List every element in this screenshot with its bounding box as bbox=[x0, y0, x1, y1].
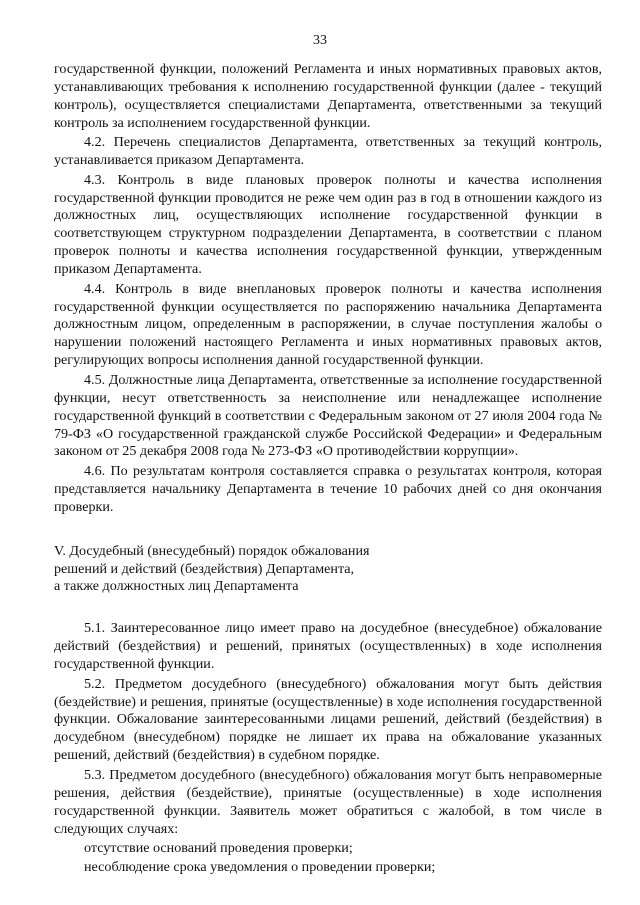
paragraph-4-4: 4.4. Контроль в виде внеплановых проверок полноты и качества исполнения государственной функции осуществляется по распоряжению начальника Департамента должностным лицом, определенным в распоряжении, в случае поступления жалобы о нарушении положений настоящего Регламента и иных нормативных правовых актов, регулирующих вопросы исполнения данной государственной функции. bbox=[54, 280, 602, 369]
paragraph-5-1: 5.1. Заинтересованное лицо имеет право на досудебное (внесудебное) обжалование действий (бездействия) и решений, принятых (осуществленных) в ходе исполнения государственной функции. bbox=[54, 620, 602, 673]
paragraph-5-2: 5.2. Предметом досудебного (внесудебного) обжалования могут быть действия (бездействие) и решения, принятые (осуществленные) в ходе исполнения государственной функции. Обжалование заинтересованными лицами решений, действий (бездействия) в досудебном (внесудебном) порядке не лишает их права на обжалование указанных решений, действий (бездействия) в судебном порядке. bbox=[54, 675, 602, 764]
paragraph-4-6: 4.6. По результатам контроля составляется справка о результатах контроля, которая представляется начальнику Департамента в течение 10 рабочих дней со дня окончания проверки. bbox=[54, 462, 602, 515]
paragraph-intro-continuation: государственной функции, положений Регламента и иных нормативных правовых актов, устанавливающих требования к исполнению государственной функции (далее - текущий контроль), осуществляется специалистами Департамента, ответственными за текущий контроль за исполнением государственной функции. bbox=[54, 61, 602, 131]
list-item: несоблюдение срока уведомления о проведении проверки; bbox=[84, 858, 436, 875]
page-number: 33 bbox=[313, 33, 327, 48]
list-item: отсутствие оснований проведения проверки; bbox=[84, 840, 353, 856]
section-heading-line: V. Досудебный (внесудебный) порядок обжалования bbox=[54, 542, 370, 559]
section-heading bbox=[54, 543, 602, 597]
document-body bbox=[54, 61, 602, 878]
paragraph-4-3: 4.3. Контроль в виде плановых проверок полноты и качества исполнения государственной функции проводится не реже чем один раз в год в отношении каждого из должностных лиц, осуществляющих исполнение государственной функции в соответствующем структурном подразделении Департамента, в соответствии с планом проверок полноты и качества исполнения государственной функции, утвержденным приказом Департамента. bbox=[54, 171, 602, 278]
paragraph-4-2: 4.2. Перечень специалистов Департамента, ответственных за текущий контроль, устанавливается приказом Департамента. bbox=[54, 134, 602, 169]
paragraph-4-5: 4.5. Должностные лица Департамента, ответственные за исполнение государственной функции, несут ответственность за неисполнение или ненадлежащее исполнение государственной функций в соответствии с Федеральным законом от 27 июля 2004 года № 79-ФЗ «О государственной гражданской службе Российской Федерации» и Федеральным законом от 25 декабря 2008 года № 273-ФЗ «О противодействии коррупции». bbox=[54, 371, 602, 460]
section-heading-line: а также должностных лиц Департамента bbox=[54, 578, 299, 595]
section-heading-line: решений и действий (бездействия) Департамента, bbox=[54, 560, 355, 577]
paragraph-5-3: 5.3. Предметом досудебного (внесудебного) обжалования могут быть неправомерные решения, действия (бездействие), принятые (осуществленные) в ходе исполнения государственной функции. Заявитель может обратиться с жалобой, в том числе в следующих случаях: bbox=[54, 766, 602, 837]
